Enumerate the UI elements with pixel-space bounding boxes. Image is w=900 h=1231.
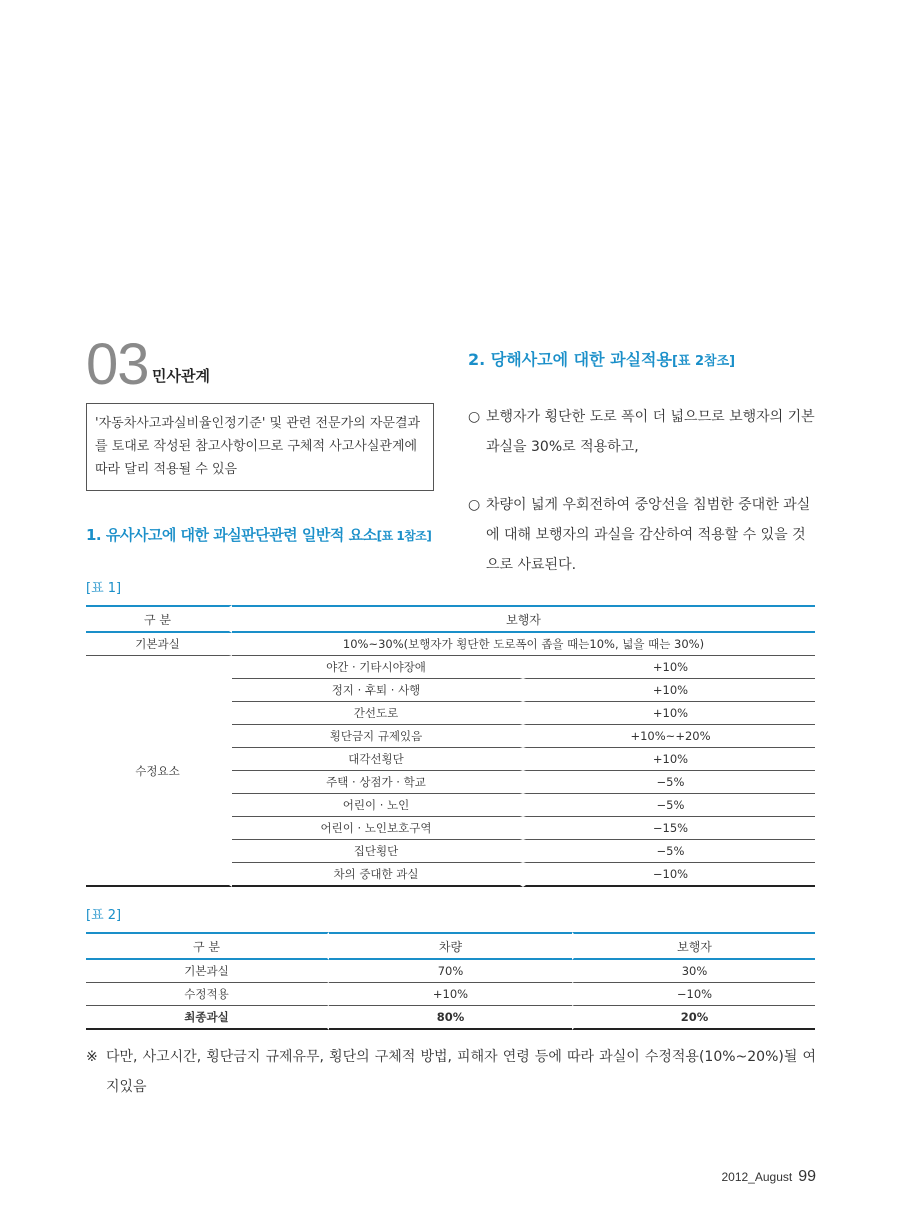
note-box bbox=[86, 403, 434, 491]
table2 bbox=[86, 932, 815, 1030]
table2-category: 최종과실 bbox=[86, 1006, 329, 1030]
table-row bbox=[86, 656, 815, 679]
table2-vehicle: 80% bbox=[329, 1006, 572, 1030]
table2-header-category: 구 분 bbox=[86, 932, 329, 960]
section-title: 민사관계 bbox=[152, 367, 210, 385]
table1-value: +10% bbox=[523, 679, 815, 702]
table2-header-vehicle: 차량 bbox=[329, 932, 572, 960]
table1-value: −10% bbox=[523, 863, 815, 887]
table2-vehicle: 70% bbox=[329, 960, 572, 983]
table-row bbox=[86, 633, 815, 656]
table1-factor: 야간 · 기타시야장애 bbox=[232, 656, 523, 679]
page-footer bbox=[721, 1168, 816, 1186]
table1-base-value: 10%~30%(보행자가 횡단한 도로폭이 좁을 때는10%, 넓을 때는 30%) bbox=[232, 633, 815, 656]
table2-category: 수정적용 bbox=[86, 983, 329, 1006]
table1-value: −5% bbox=[523, 771, 815, 794]
table1-factor: 횡단금지 규제있음 bbox=[232, 725, 523, 748]
table2-header-pedestrian: 보행자 bbox=[572, 932, 815, 960]
heading-general-factors bbox=[86, 524, 431, 545]
table1-value: +10% bbox=[523, 748, 815, 771]
table1-factor: 차의 중대한 과실 bbox=[232, 863, 523, 887]
heading-fault-application bbox=[468, 347, 735, 370]
heading-fault-application-ref: [표 2참조] bbox=[671, 354, 736, 369]
paragraph-1-text: 보행자가 횡단한 도로 폭이 더 넓으므로 보행자의 기본과실을 30%로 적용하고, bbox=[486, 409, 815, 455]
table2-pedestrian: 20% bbox=[572, 1006, 815, 1030]
table1-factor: 어린이 · 노인 bbox=[232, 794, 523, 817]
table1-value: +10%~+20% bbox=[523, 725, 815, 748]
table-row bbox=[86, 960, 815, 983]
table2-header-row bbox=[86, 932, 815, 960]
table1-base-category: 기본과실 bbox=[86, 633, 232, 656]
section-number: 03 bbox=[86, 332, 149, 397]
table1-label: [표 1] bbox=[86, 581, 122, 596]
table2-vehicle: +10% bbox=[329, 983, 572, 1006]
table1-value: −5% bbox=[523, 840, 815, 863]
issue-label: 2012_August bbox=[721, 1170, 793, 1184]
heading-fault-application-text: 2. 당해사고에 대한 과실적용 bbox=[468, 350, 672, 369]
reference-mark-icon: ※ bbox=[86, 1049, 98, 1065]
table1-factor: 정지 · 후퇴 · 사행 bbox=[232, 679, 523, 702]
table2-category: 기본과실 bbox=[86, 960, 329, 983]
heading-general-factors-ref: [표 1참조] bbox=[376, 529, 432, 543]
table-row bbox=[86, 983, 815, 1006]
paragraph-2 bbox=[468, 490, 816, 580]
footnote-text: 다만, 사고시간, 횡단금지 규제유무, 횡단의 구체적 방법, 피해자 연령 등에 따라 과실이 수정적용(10%~20%)될 여지있음 bbox=[106, 1049, 816, 1095]
table1-factor: 주택 · 상점가 · 학교 bbox=[232, 771, 523, 794]
table1-value: −15% bbox=[523, 817, 815, 840]
circle-bullet-icon: ○ bbox=[468, 409, 481, 425]
table1-value: +10% bbox=[523, 656, 815, 679]
paragraph-1 bbox=[468, 402, 816, 462]
table2-label: [표 2] bbox=[86, 908, 122, 923]
table1-header-pedestrian: 보행자 bbox=[232, 605, 815, 633]
circle-bullet-icon: ○ bbox=[468, 497, 481, 513]
table-row bbox=[86, 1006, 815, 1030]
footnote bbox=[86, 1042, 816, 1102]
page-number: 99 bbox=[798, 1168, 816, 1185]
table1-factor: 간선도로 bbox=[232, 702, 523, 725]
heading-general-factors-text: 1. 유사사고에 대한 과실판단관련 일반적 요소 bbox=[86, 526, 377, 544]
table1-header-row bbox=[86, 605, 815, 633]
table1-group-label: 수정요소 bbox=[86, 656, 232, 887]
table1-factor: 어린이 · 노인보호구역 bbox=[232, 817, 523, 840]
table1-factor: 집단횡단 bbox=[232, 840, 523, 863]
table1-factor: 대각선횡단 bbox=[232, 748, 523, 771]
table1-header-category: 구 분 bbox=[86, 605, 232, 633]
table2-pedestrian: −10% bbox=[572, 983, 815, 1006]
table1-value: +10% bbox=[523, 702, 815, 725]
paragraph-2-text: 차량이 넓게 우회전하여 중앙선을 침범한 중대한 과실에 대해 보행자의 과실을 감산하여 적용할 수 있을 것으로 사료된다. bbox=[486, 497, 811, 573]
note-text: '자동차사고과실비율인정기준' 및 관련 전문가의 자문결과를 토대로 작성된 참고사항이므로 구체적 사고사실관계에 따라 달리 적용될 수 있음 bbox=[95, 416, 421, 477]
table1 bbox=[86, 605, 815, 887]
table2-pedestrian: 30% bbox=[572, 960, 815, 983]
table1-value: −5% bbox=[523, 794, 815, 817]
